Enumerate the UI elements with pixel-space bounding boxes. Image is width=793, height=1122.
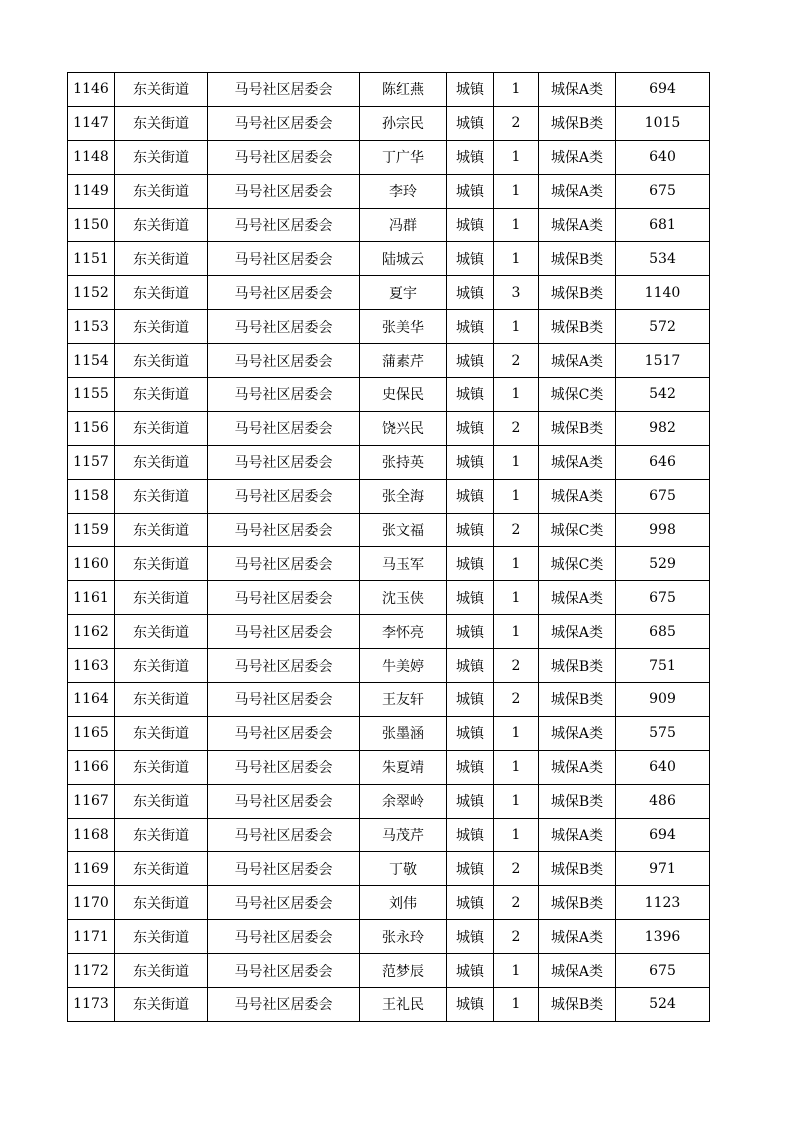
area-type-cell: 城镇 (447, 479, 494, 513)
street-office-cell: 东关街道 (115, 445, 208, 479)
record-number-cell: 1154 (68, 344, 115, 378)
amount-cell: 675 (616, 479, 710, 513)
street-office-cell: 东关街道 (115, 411, 208, 445)
table-row (68, 140, 710, 174)
records-table (67, 72, 710, 1022)
amount-cell: 1396 (616, 920, 710, 954)
table-row (68, 242, 710, 276)
amount-cell: 675 (616, 954, 710, 988)
area-type-cell: 城镇 (447, 106, 494, 140)
community-committee-cell: 马号社区居委会 (208, 716, 360, 750)
insurance-category-cell: 城保A类 (539, 716, 616, 750)
area-type-cell: 城镇 (447, 174, 494, 208)
area-type-cell: 城镇 (447, 513, 494, 547)
street-office-cell: 东关街道 (115, 513, 208, 547)
street-office-cell: 东关街道 (115, 750, 208, 784)
insurance-category-cell: 城保A类 (539, 920, 616, 954)
community-committee-cell: 马号社区居委会 (208, 276, 360, 310)
street-office-cell: 东关街道 (115, 615, 208, 649)
records-table-body (68, 73, 710, 1022)
insurance-category-cell: 城保B类 (539, 852, 616, 886)
street-office-cell: 东关街道 (115, 716, 208, 750)
household-size-cell: 1 (494, 140, 539, 174)
table-row (68, 411, 710, 445)
street-office-cell: 东关街道 (115, 106, 208, 140)
street-office-cell: 东关街道 (115, 886, 208, 920)
area-type-cell: 城镇 (447, 344, 494, 378)
table-row (68, 378, 710, 412)
household-size-cell: 1 (494, 818, 539, 852)
household-size-cell: 1 (494, 378, 539, 412)
person-name-cell: 张文福 (360, 513, 447, 547)
insurance-category-cell: 城保A类 (539, 479, 616, 513)
area-type-cell: 城镇 (447, 378, 494, 412)
household-size-cell: 1 (494, 310, 539, 344)
community-committee-cell: 马号社区居委会 (208, 886, 360, 920)
street-office-cell: 东关街道 (115, 208, 208, 242)
table-row (68, 716, 710, 750)
household-size-cell: 2 (494, 920, 539, 954)
community-committee-cell: 马号社区居委会 (208, 920, 360, 954)
area-type-cell: 城镇 (447, 649, 494, 683)
insurance-category-cell: 城保B类 (539, 242, 616, 276)
community-committee-cell: 马号社区居委会 (208, 106, 360, 140)
insurance-category-cell: 城保C类 (539, 547, 616, 581)
household-size-cell: 2 (494, 683, 539, 717)
street-office-cell: 东关街道 (115, 988, 208, 1022)
street-office-cell: 东关街道 (115, 547, 208, 581)
amount-cell: 1140 (616, 276, 710, 310)
table-row (68, 208, 710, 242)
person-name-cell: 马茂芹 (360, 818, 447, 852)
household-size-cell: 2 (494, 649, 539, 683)
record-number-cell: 1147 (68, 106, 115, 140)
person-name-cell: 马玉军 (360, 547, 447, 581)
street-office-cell: 东关街道 (115, 818, 208, 852)
insurance-category-cell: 城保A类 (539, 818, 616, 852)
street-office-cell: 东关街道 (115, 954, 208, 988)
insurance-category-cell: 城保B类 (539, 649, 616, 683)
person-name-cell: 陈红燕 (360, 73, 447, 107)
street-office-cell: 东关街道 (115, 479, 208, 513)
household-size-cell: 1 (494, 73, 539, 107)
community-committee-cell: 马号社区居委会 (208, 818, 360, 852)
person-name-cell: 张全海 (360, 479, 447, 513)
amount-cell: 675 (616, 174, 710, 208)
household-size-cell: 1 (494, 581, 539, 615)
area-type-cell: 城镇 (447, 886, 494, 920)
household-size-cell: 1 (494, 716, 539, 750)
community-committee-cell: 马号社区居委会 (208, 73, 360, 107)
person-name-cell: 蒲素芹 (360, 344, 447, 378)
person-name-cell: 饶兴民 (360, 411, 447, 445)
community-committee-cell: 马号社区居委会 (208, 479, 360, 513)
insurance-category-cell: 城保A类 (539, 344, 616, 378)
record-number-cell: 1160 (68, 547, 115, 581)
person-name-cell: 范梦辰 (360, 954, 447, 988)
community-committee-cell: 马号社区居委会 (208, 140, 360, 174)
amount-cell: 751 (616, 649, 710, 683)
record-number-cell: 1173 (68, 988, 115, 1022)
amount-cell: 524 (616, 988, 710, 1022)
area-type-cell: 城镇 (447, 750, 494, 784)
amount-cell: 1015 (616, 106, 710, 140)
household-size-cell: 2 (494, 344, 539, 378)
table-row (68, 988, 710, 1022)
insurance-category-cell: 城保A类 (539, 954, 616, 988)
record-number-cell: 1172 (68, 954, 115, 988)
amount-cell: 1517 (616, 344, 710, 378)
amount-cell: 575 (616, 716, 710, 750)
community-committee-cell: 马号社区居委会 (208, 852, 360, 886)
record-number-cell: 1168 (68, 818, 115, 852)
amount-cell: 998 (616, 513, 710, 547)
table-row (68, 479, 710, 513)
person-name-cell: 刘伟 (360, 886, 447, 920)
area-type-cell: 城镇 (447, 445, 494, 479)
table-row (68, 106, 710, 140)
person-name-cell: 朱夏靖 (360, 750, 447, 784)
amount-cell: 572 (616, 310, 710, 344)
table-row (68, 852, 710, 886)
street-office-cell: 东关街道 (115, 140, 208, 174)
person-name-cell: 余翠岭 (360, 784, 447, 818)
community-committee-cell: 马号社区居委会 (208, 411, 360, 445)
record-number-cell: 1152 (68, 276, 115, 310)
amount-cell: 971 (616, 852, 710, 886)
record-number-cell: 1164 (68, 683, 115, 717)
person-name-cell: 王友轩 (360, 683, 447, 717)
insurance-category-cell: 城保B类 (539, 310, 616, 344)
household-size-cell: 2 (494, 106, 539, 140)
street-office-cell: 东关街道 (115, 784, 208, 818)
amount-cell: 640 (616, 140, 710, 174)
amount-cell: 982 (616, 411, 710, 445)
area-type-cell: 城镇 (447, 581, 494, 615)
record-number-cell: 1169 (68, 852, 115, 886)
table-row (68, 954, 710, 988)
insurance-category-cell: 城保B类 (539, 106, 616, 140)
person-name-cell: 丁敬 (360, 852, 447, 886)
community-committee-cell: 马号社区居委会 (208, 988, 360, 1022)
table-row (68, 445, 710, 479)
insurance-category-cell: 城保A类 (539, 750, 616, 784)
community-committee-cell: 马号社区居委会 (208, 784, 360, 818)
area-type-cell: 城镇 (447, 276, 494, 310)
record-number-cell: 1165 (68, 716, 115, 750)
table-row (68, 581, 710, 615)
household-size-cell: 2 (494, 513, 539, 547)
person-name-cell: 丁广华 (360, 140, 447, 174)
table-row (68, 615, 710, 649)
table-row (68, 73, 710, 107)
household-size-cell: 1 (494, 750, 539, 784)
household-size-cell: 1 (494, 208, 539, 242)
area-type-cell: 城镇 (447, 310, 494, 344)
amount-cell: 486 (616, 784, 710, 818)
insurance-category-cell: 城保A类 (539, 174, 616, 208)
amount-cell: 694 (616, 818, 710, 852)
table-row (68, 649, 710, 683)
record-number-cell: 1153 (68, 310, 115, 344)
community-committee-cell: 马号社区居委会 (208, 208, 360, 242)
record-number-cell: 1156 (68, 411, 115, 445)
area-type-cell: 城镇 (447, 716, 494, 750)
person-name-cell: 孙宗民 (360, 106, 447, 140)
area-type-cell: 城镇 (447, 242, 494, 276)
street-office-cell: 东关街道 (115, 581, 208, 615)
record-number-cell: 1161 (68, 581, 115, 615)
insurance-category-cell: 城保A类 (539, 208, 616, 242)
record-number-cell: 1157 (68, 445, 115, 479)
person-name-cell: 张持英 (360, 445, 447, 479)
street-office-cell: 东关街道 (115, 174, 208, 208)
household-size-cell: 1 (494, 954, 539, 988)
insurance-category-cell: 城保B类 (539, 988, 616, 1022)
household-size-cell: 1 (494, 445, 539, 479)
amount-cell: 1123 (616, 886, 710, 920)
amount-cell: 529 (616, 547, 710, 581)
street-office-cell: 东关街道 (115, 683, 208, 717)
street-office-cell: 东关街道 (115, 73, 208, 107)
area-type-cell: 城镇 (447, 547, 494, 581)
area-type-cell: 城镇 (447, 818, 494, 852)
amount-cell: 542 (616, 378, 710, 412)
amount-cell: 685 (616, 615, 710, 649)
record-number-cell: 1158 (68, 479, 115, 513)
person-name-cell: 张永玲 (360, 920, 447, 954)
table-row (68, 818, 710, 852)
person-name-cell: 陆城云 (360, 242, 447, 276)
table-row (68, 683, 710, 717)
amount-cell: 675 (616, 581, 710, 615)
street-office-cell: 东关街道 (115, 276, 208, 310)
area-type-cell: 城镇 (447, 852, 494, 886)
street-office-cell: 东关街道 (115, 378, 208, 412)
record-number-cell: 1149 (68, 174, 115, 208)
person-name-cell: 李怀亮 (360, 615, 447, 649)
household-size-cell: 2 (494, 886, 539, 920)
street-office-cell: 东关街道 (115, 344, 208, 378)
area-type-cell: 城镇 (447, 208, 494, 242)
table-row (68, 886, 710, 920)
person-name-cell: 夏宇 (360, 276, 447, 310)
table-row (68, 174, 710, 208)
table-row (68, 344, 710, 378)
community-committee-cell: 马号社区居委会 (208, 750, 360, 784)
area-type-cell: 城镇 (447, 988, 494, 1022)
household-size-cell: 3 (494, 276, 539, 310)
community-committee-cell: 马号社区居委会 (208, 581, 360, 615)
table-row (68, 784, 710, 818)
street-office-cell: 东关街道 (115, 920, 208, 954)
record-number-cell: 1155 (68, 378, 115, 412)
insurance-category-cell: 城保B类 (539, 784, 616, 818)
area-type-cell: 城镇 (447, 954, 494, 988)
record-number-cell: 1150 (68, 208, 115, 242)
person-name-cell: 冯群 (360, 208, 447, 242)
area-type-cell: 城镇 (447, 140, 494, 174)
household-size-cell: 1 (494, 547, 539, 581)
person-name-cell: 李玲 (360, 174, 447, 208)
household-size-cell: 1 (494, 615, 539, 649)
amount-cell: 646 (616, 445, 710, 479)
insurance-category-cell: 城保B类 (539, 276, 616, 310)
street-office-cell: 东关街道 (115, 852, 208, 886)
insurance-category-cell: 城保A类 (539, 73, 616, 107)
amount-cell: 909 (616, 683, 710, 717)
household-size-cell: 2 (494, 852, 539, 886)
community-committee-cell: 马号社区居委会 (208, 445, 360, 479)
community-committee-cell: 马号社区居委会 (208, 378, 360, 412)
person-name-cell: 牛美婷 (360, 649, 447, 683)
amount-cell: 534 (616, 242, 710, 276)
community-committee-cell: 马号社区居委会 (208, 615, 360, 649)
person-name-cell: 沈玉侠 (360, 581, 447, 615)
insurance-category-cell: 城保C类 (539, 513, 616, 547)
record-number-cell: 1163 (68, 649, 115, 683)
table-row (68, 310, 710, 344)
record-number-cell: 1166 (68, 750, 115, 784)
community-committee-cell: 马号社区居委会 (208, 547, 360, 581)
area-type-cell: 城镇 (447, 784, 494, 818)
area-type-cell: 城镇 (447, 73, 494, 107)
insurance-category-cell: 城保A类 (539, 445, 616, 479)
community-committee-cell: 马号社区居委会 (208, 513, 360, 547)
record-number-cell: 1148 (68, 140, 115, 174)
record-number-cell: 1151 (68, 242, 115, 276)
community-committee-cell: 马号社区居委会 (208, 344, 360, 378)
area-type-cell: 城镇 (447, 683, 494, 717)
community-committee-cell: 马号社区居委会 (208, 310, 360, 344)
street-office-cell: 东关街道 (115, 310, 208, 344)
person-name-cell: 张美华 (360, 310, 447, 344)
table-row (68, 750, 710, 784)
person-name-cell: 王礼民 (360, 988, 447, 1022)
record-number-cell: 1170 (68, 886, 115, 920)
insurance-category-cell: 城保A类 (539, 581, 616, 615)
area-type-cell: 城镇 (447, 411, 494, 445)
community-committee-cell: 马号社区居委会 (208, 954, 360, 988)
household-size-cell: 1 (494, 174, 539, 208)
amount-cell: 640 (616, 750, 710, 784)
household-size-cell: 1 (494, 784, 539, 818)
record-number-cell: 1159 (68, 513, 115, 547)
table-row (68, 276, 710, 310)
community-committee-cell: 马号社区居委会 (208, 174, 360, 208)
community-committee-cell: 马号社区居委会 (208, 649, 360, 683)
household-size-cell: 1 (494, 242, 539, 276)
record-number-cell: 1146 (68, 73, 115, 107)
record-number-cell: 1162 (68, 615, 115, 649)
insurance-category-cell: 城保A类 (539, 615, 616, 649)
insurance-category-cell: 城保B类 (539, 683, 616, 717)
person-name-cell: 张墨涵 (360, 716, 447, 750)
household-size-cell: 2 (494, 411, 539, 445)
household-size-cell: 1 (494, 988, 539, 1022)
record-number-cell: 1167 (68, 784, 115, 818)
household-size-cell: 1 (494, 479, 539, 513)
table-row (68, 513, 710, 547)
record-number-cell: 1171 (68, 920, 115, 954)
person-name-cell: 史保民 (360, 378, 447, 412)
community-committee-cell: 马号社区居委会 (208, 683, 360, 717)
amount-cell: 681 (616, 208, 710, 242)
area-type-cell: 城镇 (447, 615, 494, 649)
insurance-category-cell: 城保C类 (539, 378, 616, 412)
table-row (68, 920, 710, 954)
table-row (68, 547, 710, 581)
area-type-cell: 城镇 (447, 920, 494, 954)
insurance-category-cell: 城保B类 (539, 886, 616, 920)
amount-cell: 694 (616, 73, 710, 107)
community-committee-cell: 马号社区居委会 (208, 242, 360, 276)
insurance-category-cell: 城保B类 (539, 411, 616, 445)
insurance-category-cell: 城保A类 (539, 140, 616, 174)
street-office-cell: 东关街道 (115, 649, 208, 683)
street-office-cell: 东关街道 (115, 242, 208, 276)
